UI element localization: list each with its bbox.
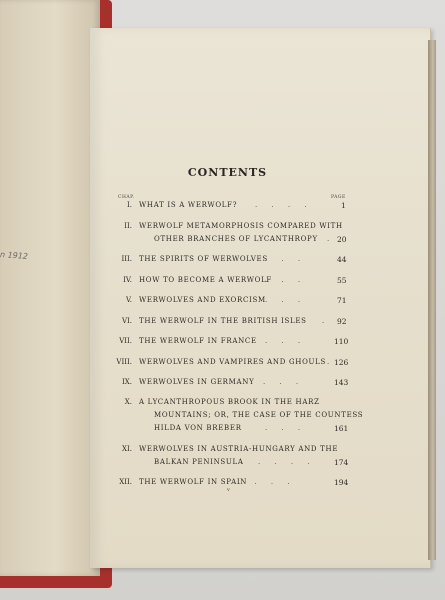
toc-title: WHAT IS A WERWOLF?	[139, 201, 238, 209]
toc-title-cont: OTHER BRANCHES OF LYCANTHROPY	[154, 235, 318, 243]
toc-leader: . . .	[265, 276, 307, 284]
toc-page: 71	[337, 296, 347, 305]
toc-page: 92	[337, 317, 347, 326]
toc-number: XI.	[122, 445, 132, 453]
toc-leader: . . . .	[255, 201, 313, 209]
left-page-note: n 1912	[0, 250, 29, 261]
toc-title: THE WERWOLF IN FRANCE	[139, 337, 257, 345]
toc-title: THE WERWOLF IN THE BRITISH ISLES	[139, 317, 307, 325]
toc-number: V.	[125, 296, 132, 304]
toc-number: I.	[127, 201, 132, 209]
toc-leader: . . .	[265, 255, 307, 263]
toc-title: THE SPIRITS OF WERWOLVES	[139, 255, 268, 263]
toc-title: HOW TO BECOME A WERWOLF	[139, 276, 272, 284]
toc-page: 161	[334, 424, 349, 433]
toc-title: WERWOLVES AND VAMPIRES AND GHOULS	[139, 358, 326, 366]
toc-page: 55	[337, 276, 347, 285]
toc-title: A LYCANTHROPOUS BROOK IN THE HARZ	[139, 398, 320, 406]
toc-page: 44	[337, 255, 347, 264]
toc-page: 194	[334, 478, 349, 487]
left-page	[0, 0, 100, 576]
toc-number: VII.	[119, 337, 132, 345]
toc-page: 1	[341, 201, 346, 210]
toc-page: 20	[337, 235, 347, 244]
toc-number: X.	[124, 398, 132, 406]
toc-leader: . . .	[263, 378, 305, 386]
toc-number: XII.	[119, 478, 132, 486]
toc-leader: .	[327, 235, 336, 243]
toc-page: 143	[334, 378, 349, 387]
toc-number: VIII.	[116, 358, 132, 366]
toc-leader: . . .	[265, 296, 307, 304]
toc-title: WERWOLVES IN GERMANY	[139, 378, 255, 386]
toc-title: WERWOLVES AND EXORCISM	[139, 296, 266, 304]
toc-number: II.	[124, 222, 132, 230]
toc-number: VI.	[121, 317, 132, 325]
toc-title: THE WERWOLF IN SPAIN	[139, 478, 248, 486]
toc-title-cont: HILDA VON BREBER	[154, 424, 242, 432]
page-edge	[428, 40, 436, 560]
toc-leader: .	[327, 358, 336, 366]
toc-number: IV.	[123, 276, 132, 284]
toc-page: 110	[334, 337, 349, 346]
toc-title: WERWOLF METAMORPHOSIS COMPARED WITH	[139, 222, 343, 230]
toc-page: 174	[334, 458, 349, 467]
toc-leader: . . . .	[238, 478, 296, 486]
toc-leader: .	[322, 317, 331, 325]
toc-number: IX.	[122, 378, 132, 386]
page-title: CONTENTS	[187, 166, 268, 179]
toc-page: 126	[334, 358, 349, 367]
toc-leader: . . . .	[258, 458, 316, 466]
toc-leader: . . .	[265, 337, 307, 345]
toc-title-cont: MOUNTAINS; OR, THE CASE OF THE COUNTESS	[154, 411, 364, 419]
toc-title: WERWOLVES IN AUSTRIA-HUNGARY AND THE	[139, 445, 339, 453]
toc-number: III.	[121, 255, 132, 263]
toc-title-cont: BALKAN PENINSULA	[154, 458, 244, 466]
page-label: PAGE	[331, 195, 346, 200]
toc-leader: . . .	[265, 424, 307, 432]
page-footer-numeral: v	[227, 487, 230, 493]
chap-label: CHAP.	[118, 195, 135, 200]
